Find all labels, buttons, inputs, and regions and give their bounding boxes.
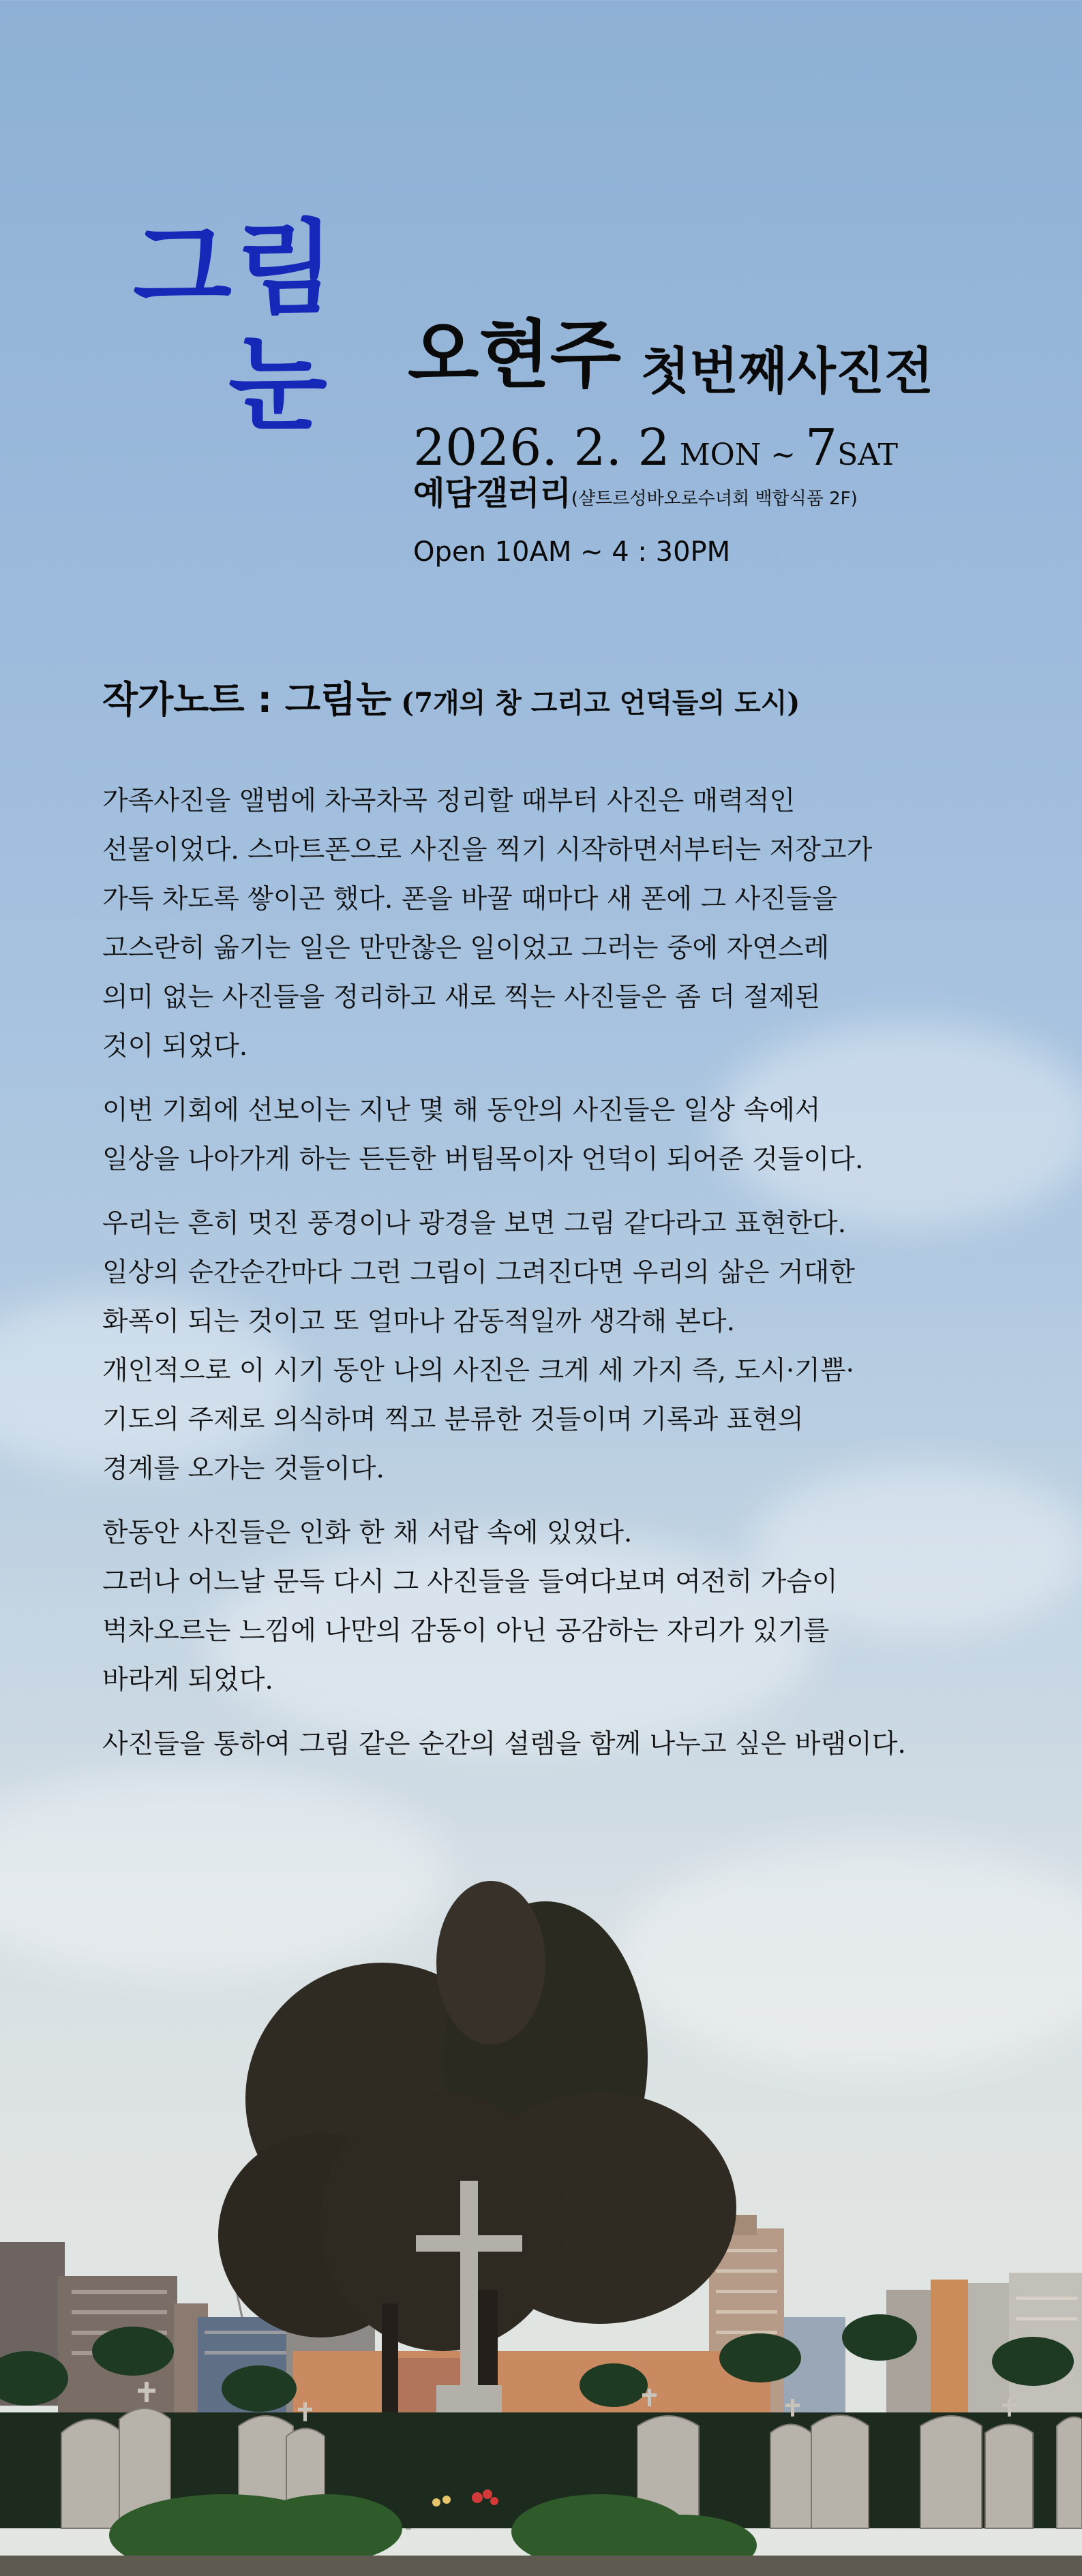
opening-hours: Open 10AM ~ 4 : 30PM [413,536,731,568]
note-subheading: (7개의 창 그리고 언덕들의 도시) [391,687,800,719]
artist-note-body [102,777,989,1784]
text-line: 이번 기회에 선보이는 지난 몇 해 동안의 사진들은 일상 속에서 [102,1095,821,1126]
note-heading: 작가노트 : 그림눈 [102,678,392,721]
text-line: 사진들을 통하여 그림 같은 순간의 설렘을 함께 나누고 싶은 바램이다. [102,1729,906,1760]
text-line: 가족사진을 앨범에 차곡차곡 정리할 때부터 사진은 매력적인 [102,786,796,816]
text-line: 일상의 순간순간마다 그런 그림이 그려진다면 우리의 삶은 거대한 [102,1257,855,1288]
text-line: 화폭이 되는 것이고 또 얼마나 감동적일까 생각해 본다. [102,1306,736,1337]
text-line: 의미 없는 사진들을 정리하고 새로 찍는 사진들은 좀 더 절제된 [102,982,821,1013]
text-line: 그러나 어느날 문득 다시 그 사진들을 들여다보며 여전히 가슴이 [102,1567,838,1597]
text-line: 가득 차도록 쌓이곤 했다. 폰을 바꿀 때마다 새 폰에 그 사진들을 [102,884,838,915]
artist-name: 오현주 [408,313,621,398]
date-end: 7 [805,418,838,477]
date-day-end: SAT [837,438,898,472]
venue-detail: (샬트르성바오로수녀회 백합식품 2F) [571,489,858,509]
venue [413,474,858,512]
exhibition-dates [413,418,898,477]
title-word-1: 그림 [133,210,339,328]
text-line: 고스란히 옮기는 일은 만만찮은 일이었고 그러는 중에 자연스레 [102,933,830,964]
note-paragraph-3 [102,1199,989,1494]
text-line: 것이 되었다. [102,1031,248,1062]
text-line: 벅차오르는 느낌에 나만의 감동이 아닌 공감하는 자리가 있기를 [102,1616,830,1646]
venue-name: 예담갤러리 [413,474,571,512]
title-word-2: 눈 [228,326,327,444]
note-paragraph-2 [102,1086,989,1184]
cemetery-photo-scene [0,1881,1082,2576]
exhibition-title: 첫번째사진전 [641,342,933,401]
note-paragraph-4 [102,1509,989,1705]
text-line: 바라게 되었다. [102,1665,273,1696]
date-day-start: MON ~ [670,438,806,472]
text-line: 한동안 사진들은 인화 한 채 서랍 속에 있었다. [102,1518,633,1548]
note-paragraph-1 [102,777,989,1071]
scene-illustration [0,1881,1082,2576]
text-line: 기도의 주제로 의식하며 찍고 분류한 것들이며 기록과 표현의 [102,1405,804,1435]
artist-note-heading [102,678,800,721]
text-line: 일상을 나아가게 하는 든든한 버팀목이자 언덕이 되어준 것들이다. [102,1144,864,1175]
date-start: 2026. 2. 2 [413,418,670,477]
ground [0,2556,1082,2576]
text-line: 개인적으로 이 시기 동안 나의 사진은 크게 세 가지 즉, 도시·기쁨· [102,1355,855,1386]
note-paragraph-5 [102,1720,989,1769]
text-line: 우리는 흔히 멋진 풍경이나 광경을 보면 그림 같다라고 표현한다. [102,1208,847,1239]
text-line: 선물이었다. 스마트폰으로 사진을 찍기 시작하면서부터는 저장고가 [102,835,873,865]
text-line: 경계를 오가는 것들이다. [102,1454,385,1484]
